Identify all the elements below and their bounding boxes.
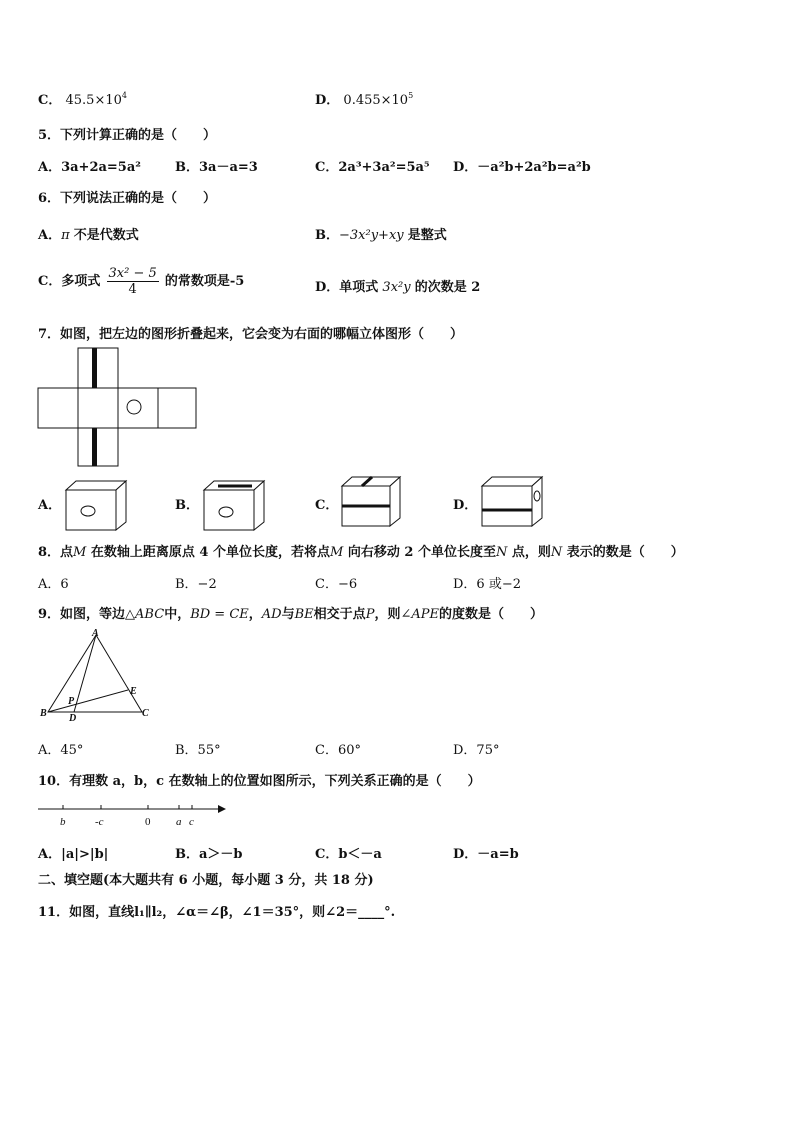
q7-option-d-label: D． bbox=[453, 498, 478, 513]
q6-fraction: $\frac{\text{3x² − 5}}{4}$ bbox=[108, 266, 157, 297]
q9-stem: 9．如图，等边△ABC中，BD = CE，AD与BE相交于点P，则∠APE的度数是（ ） bbox=[38, 607, 543, 622]
q8-stem: 8．点M 在数轴上距离原点 4 个单位长度，若将点M 向右移动 2 个单位长度至N 点，则N 表示的数是（ ） bbox=[38, 545, 684, 560]
section-2-title: 二、填空题(本大题共有 6 小题，每小题 3 分，共 18 分) bbox=[38, 873, 374, 888]
q5-option-b: B．3a－a=3 bbox=[175, 160, 258, 175]
q6-option-d: D．单项式 3x²y 的次数是 2 bbox=[315, 280, 481, 295]
q5-option-c: C．2a³+3a²=5a⁵ bbox=[315, 160, 430, 175]
q10-stem: 10．有理数 a，b，c 在数轴上的位置如图所示，下列关系正确的是（ ） bbox=[38, 774, 481, 789]
q7-option-b-label: B． bbox=[175, 498, 199, 513]
q10-axis-c: c bbox=[189, 816, 194, 828]
q8-option-c: C．−6 bbox=[315, 577, 358, 592]
q7-net-figure bbox=[38, 348, 198, 468]
q5-option-a: A．3a+2a=5a² bbox=[38, 160, 141, 175]
q5-option-d: D．－a²b+2a²b=a²b bbox=[453, 160, 591, 175]
q10-axis-b: b bbox=[60, 816, 66, 828]
q10-axis-zero: 0 bbox=[145, 816, 151, 828]
q7-option-c-label: C． bbox=[315, 498, 339, 513]
q9-option-c: C．60° bbox=[315, 743, 361, 758]
q9-option-b: B．55° bbox=[175, 743, 221, 758]
q9-label-c: C bbox=[142, 708, 149, 719]
q10-option-a: A．|a|>|b| bbox=[38, 847, 109, 862]
q10-option-c: C．b＜－a bbox=[315, 847, 382, 862]
q9-label-e: E bbox=[130, 686, 137, 697]
q8-option-d: D．6 或−2 bbox=[453, 577, 521, 592]
q10-number-line bbox=[38, 800, 228, 830]
q8-option-a: A．6 bbox=[38, 577, 69, 592]
q10-axis-a: a bbox=[176, 816, 182, 828]
q9-label-p: P bbox=[68, 696, 75, 707]
q7-option-a-label: A． bbox=[38, 498, 62, 513]
q10-axis-neg-c: -c bbox=[95, 816, 104, 828]
q9-label-a: A bbox=[92, 628, 99, 639]
q7-option-d-cube[interactable] bbox=[480, 476, 544, 528]
q4-option-d: D． $0.455\times 10^5$ bbox=[315, 91, 414, 108]
q9-option-d: D．75° bbox=[453, 743, 500, 758]
q4-option-c: C． $45.5\times 10^4$ bbox=[38, 91, 127, 108]
q10-option-d: D．－a=b bbox=[453, 847, 519, 862]
q6-option-c: C．多项式 $\frac{\text{3x² − 5}}{4}$ 的常数项是-5 bbox=[38, 266, 245, 297]
q7-option-b-cube[interactable] bbox=[202, 480, 266, 532]
q7-option-c-cube[interactable] bbox=[340, 476, 402, 528]
q10-option-b: B．a＞－b bbox=[175, 847, 243, 862]
q9-option-a: A．45° bbox=[38, 743, 84, 758]
q9-label-b: B bbox=[40, 708, 47, 719]
q6-option-a: A．π 不是代数式 bbox=[38, 228, 139, 243]
q8-option-b: B．−2 bbox=[175, 577, 217, 592]
q6-option-b: B．−3x²y+xy 是整式 bbox=[315, 228, 447, 243]
q9-triangle-figure bbox=[38, 630, 158, 725]
q7-option-a-cube[interactable] bbox=[64, 480, 128, 532]
q7-stem: 7．如图，把左边的图形折叠起来，它会变为右面的哪幅立体图形（ ） bbox=[38, 327, 464, 342]
q6-stem: 6．下列说法正确的是（ ） bbox=[38, 191, 217, 206]
q9-label-d: D bbox=[69, 713, 77, 724]
q5-stem: 5．下列计算正确的是（ ） bbox=[38, 128, 217, 143]
q11-stem: 11．如图，直线l₁∥l₂，∠α＝∠β，∠1＝35°，则∠2＝____°. bbox=[38, 905, 396, 920]
